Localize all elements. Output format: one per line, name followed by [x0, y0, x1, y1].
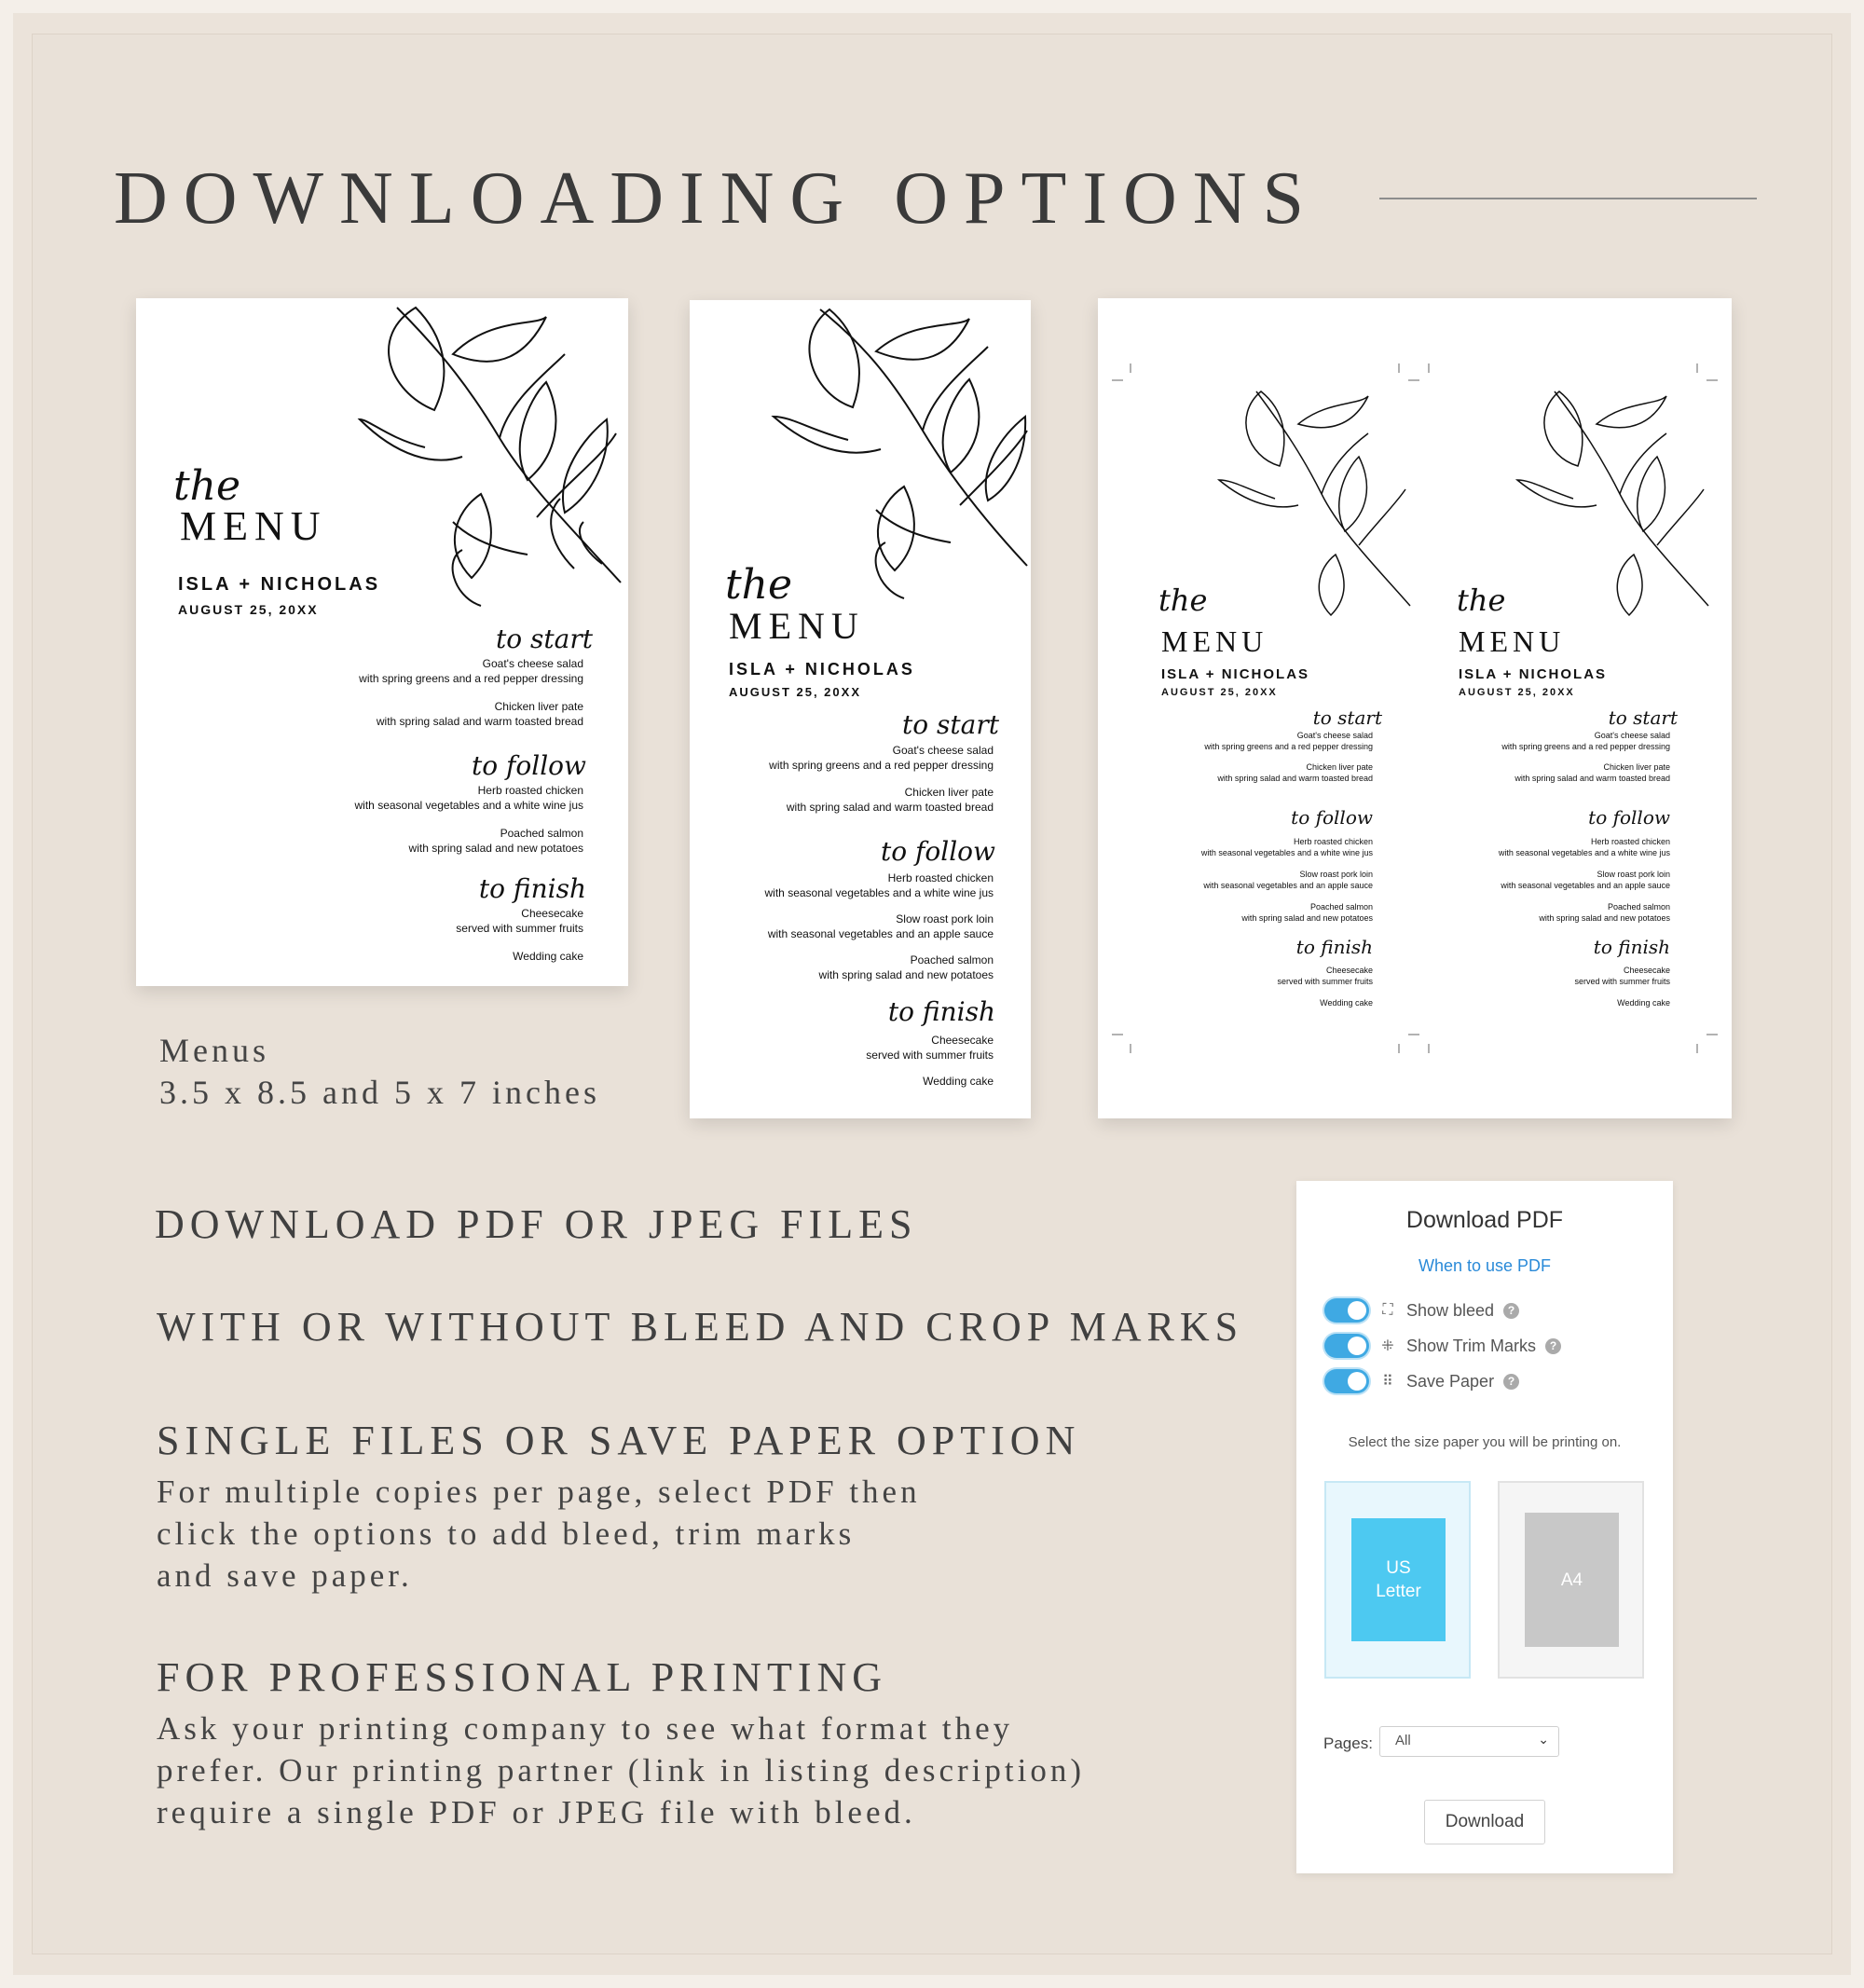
save-paper-sheet-preview [1098, 298, 1732, 1118]
show-bleed-toggle[interactable] [1324, 1298, 1369, 1323]
menu-item: Cheesecake served with summer fruits [456, 907, 583, 936]
panel-title: Download PDF [1405, 1207, 1564, 1233]
size-caption [159, 1030, 600, 1114]
download-button[interactable]: Download [1424, 1800, 1545, 1844]
section-to-follow: to follow [881, 836, 995, 867]
menu-item: Goat's cheese salad with spring greens and a red pepper dressing [1204, 731, 1373, 752]
trim-marks-icon: ⁜ [1381, 1338, 1394, 1354]
paper-option-a4[interactable] [1498, 1481, 1644, 1679]
menu-item: Slow roast pork loin with seasonal vegetables and an apple sauce [1203, 870, 1373, 891]
show-trim-marks-toggle[interactable] [1324, 1334, 1369, 1358]
section-body-save-paper [157, 1471, 921, 1597]
section-to-finish: to finish [887, 996, 995, 1027]
chevron-down-icon: ⌄ [1538, 1732, 1549, 1747]
caption-line: Menus [159, 1032, 269, 1069]
menu-item: Poached salmon with spring salad and new potatoes [408, 827, 583, 856]
couple-names: ISLA + NICHOLAS [1459, 666, 1608, 682]
section-title-save-paper: SINGLE FILES OR SAVE PAPER OPTION [157, 1418, 1081, 1463]
menu-item: Goat's cheese salad with spring greens and a red pepper dressing [359, 657, 583, 686]
menu-item: Chicken liver pate with spring salad and warm toasted bread [376, 700, 583, 729]
title-rule [1379, 198, 1757, 199]
body-line: prefer. Our printing partner (link in listing description) [157, 1752, 1085, 1789]
when-to-use-pdf-link[interactable]: When to use PDF [1418, 1256, 1552, 1275]
menu-item: Chicken liver pate with spring salad and warm toasted bread [786, 786, 994, 815]
menu-item: Goat's cheese salad with spring greens and a red pepper dressing [769, 744, 994, 773]
menu-item: Cheesecake served with summer fruits [866, 1034, 994, 1063]
section-to-follow: to follow [1588, 806, 1670, 829]
menu-item: Wedding cake [513, 950, 583, 963]
pages-select[interactable] [1379, 1726, 1559, 1757]
section-to-start: to start [902, 709, 999, 740]
section-to-follow: to follow [472, 750, 586, 781]
section-body-professional [157, 1707, 1085, 1833]
a4-sheet: A4 [1525, 1513, 1619, 1647]
section-to-start: to start [1608, 706, 1678, 729]
option-show-trim-marks [1324, 1332, 1561, 1360]
menu-preview-3.5x8.5 [690, 300, 1031, 1118]
save-paper-toggle[interactable] [1324, 1369, 1369, 1393]
bleed-corners-icon: ⛶ [1382, 1302, 1393, 1318]
option-label: Save Paper [1406, 1371, 1495, 1391]
section-to-start: to start [1312, 706, 1382, 729]
event-date: AUGUST 25, 20XX [178, 602, 319, 617]
section-title-download: DOWNLOAD PDF OR JPEG FILES [155, 1201, 918, 1247]
body-line: require a single PDF or JPEG file with bleed. [157, 1794, 916, 1830]
download-pdf-panel [1296, 1181, 1673, 1873]
menu-item: Poached salmon with spring salad and new potatoes [818, 953, 994, 982]
section-to-finish: to finish [1295, 936, 1373, 958]
menu-item: Slow roast pork loin with seasonal vegetables and an apple sauce [1501, 870, 1670, 891]
menu-title: MENU [180, 503, 327, 549]
menu-script-the: the [173, 462, 241, 510]
menu-item: Poached salmon with spring salad and new potatoes [1539, 902, 1670, 924]
pages-select-value: All [1395, 1733, 1411, 1748]
option-show-bleed [1324, 1296, 1519, 1324]
menu-item: Chicken liver pate with spring salad and warm toasted bread [1514, 762, 1670, 784]
body-line: click the options to add bleed, trim marks [157, 1515, 856, 1552]
menu-preview-5x7 [136, 298, 628, 986]
menu-item: Wedding cake [1320, 998, 1373, 1008]
menu-title: MENU [729, 605, 865, 647]
menu-item: Chicken liver pate with spring salad and warm toasted bread [1217, 762, 1373, 784]
page-title: DOWNLOADING OPTIONS [114, 158, 1321, 240]
couple-names: ISLA + NICHOLAS [178, 574, 381, 595]
couple-names: ISLA + NICHOLAS [729, 660, 915, 679]
menu-item: Wedding cake [923, 1075, 994, 1088]
caption-line: 3.5 x 8.5 and 5 x 7 inches [159, 1074, 600, 1111]
help-icon[interactable]: ? [1503, 1374, 1519, 1390]
event-date: AUGUST 25, 20XX [1161, 687, 1278, 698]
paper-option-us-letter[interactable] [1324, 1481, 1471, 1679]
couple-names: ISLA + NICHOLAS [1161, 666, 1310, 682]
menu-script-the: the [1457, 583, 1506, 618]
option-label: Show Trim Marks [1406, 1336, 1537, 1355]
paper-size-note: Select the size paper you will be printing on. [1348, 1434, 1622, 1450]
body-line: Ask your printing company to see what format they [157, 1710, 1014, 1747]
menu-item: Goat's cheese salad with spring greens and a red pepper dressing [1501, 731, 1670, 752]
menu-item: Wedding cake [1617, 998, 1670, 1008]
us-letter-sheet: US Letter [1351, 1518, 1446, 1641]
grid-icon: ⠿ [1382, 1374, 1393, 1390]
section-to-start: to start [496, 624, 593, 654]
menu-item: Herb roasted chicken with seasonal vegetables and a white wine jus [354, 784, 583, 813]
menu-item: Cheesecake served with summer fruits [1574, 966, 1670, 987]
help-icon[interactable]: ? [1545, 1338, 1561, 1354]
option-save-paper [1324, 1367, 1519, 1395]
section-to-follow: to follow [1291, 806, 1373, 829]
menu-item: Herb roasted chicken with seasonal vegetables and a white wine jus [764, 871, 994, 900]
section-to-finish: to finish [478, 873, 586, 904]
menu-title: MENU [1161, 624, 1268, 658]
body-line: For multiple copies per page, select PDF then [157, 1474, 921, 1510]
body-line: and save paper. [157, 1557, 413, 1594]
menu-item: Slow roast pork loin with seasonal vegetables and an apple sauce [767, 912, 994, 941]
menu-title: MENU [1459, 624, 1566, 658]
menu-script-the: the [725, 561, 793, 609]
help-icon[interactable]: ? [1503, 1303, 1519, 1319]
menu-item: Herb roasted chicken with seasonal vegetables and a white wine jus [1498, 837, 1670, 858]
section-to-finish: to finish [1593, 936, 1670, 958]
option-label: Show bleed [1406, 1300, 1495, 1320]
menu-script-the: the [1158, 583, 1208, 618]
event-date: AUGUST 25, 20XX [729, 685, 861, 699]
menu-item: Cheesecake served with summer fruits [1277, 966, 1373, 987]
menu-item: Herb roasted chicken with seasonal vegetables and a white wine jus [1200, 837, 1373, 858]
pages-label: Pages: [1323, 1734, 1373, 1752]
menu-item: Poached salmon with spring salad and new potatoes [1241, 902, 1373, 924]
section-title-professional: FOR PROFESSIONAL PRINTING [157, 1654, 888, 1700]
section-title-bleed: WITH OR WITHOUT BLEED AND CROP MARKS [157, 1304, 1244, 1350]
event-date: AUGUST 25, 20XX [1459, 687, 1575, 698]
